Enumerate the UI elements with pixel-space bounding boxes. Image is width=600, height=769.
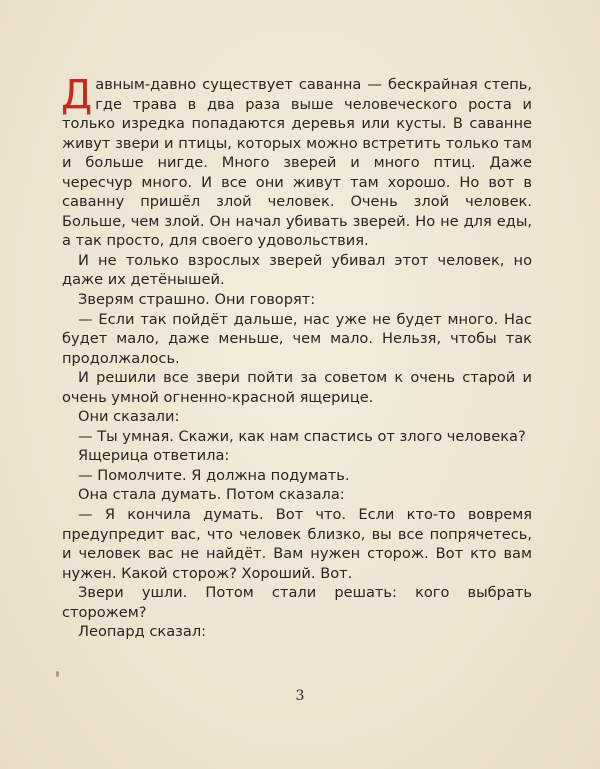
paragraph-6: Они сказали: bbox=[78, 408, 180, 426]
paragraph-11: — Я кончила думать. Вот что. Если кто-то вовремя предупредит вас, что человек близко, вы все попрячетесь, и человек вас не найдёт. Вам нужен сторож. Вот кто вам нужен. Какой сторож? Хороший. Вот. bbox=[62, 506, 532, 582]
paragraph-7: — Ты умная. Скажи, как нам спастись от злого человека? bbox=[78, 427, 526, 445]
paragraph-9: — Помолчите. Я должна подумать. bbox=[78, 466, 350, 484]
paragraph-13: Леопард сказал: bbox=[78, 623, 207, 641]
page-number: 3 bbox=[295, 688, 305, 704]
paragraph-8: Ящерица ответила: bbox=[78, 447, 230, 465]
paragraph-12: Звери ушли. Потом стали решать: кого выбрать сторожем? bbox=[62, 584, 532, 621]
paragraph-1 bbox=[61, 72, 532, 251]
paragraph-2: И не только взрослых зверей убивал этот человек, но даже их детёнышей. bbox=[62, 251, 532, 289]
paragraph-3: Зверям страшно. Они говорят: bbox=[78, 291, 316, 309]
paragraph-4: — Если так пойдёт дальше, нас уже не будет много. Нас будет мало, даже меньше, чем мало. Нельзя, чтобы так продолжалось. bbox=[62, 310, 532, 367]
story-text bbox=[61, 72, 532, 642]
paragraph-10: Она стала думать. Потом сказала: bbox=[78, 486, 345, 504]
drop-cap: Д bbox=[61, 72, 93, 118]
ink-smudge bbox=[56, 671, 59, 677]
paragraph-5: И решили все звери пойти за советом к очень старой и очень умной огненно-красной ящерице. bbox=[62, 369, 532, 406]
paragraph-1-text: авным-давно существует саванна — бескрайная степь, где трава в два раза выше человеческого роста и только изредка попадаются деревья или кусты. В саванне живут звери и птицы, которых можно встретить только там и больше нигде. Много зверей и много птиц. Даже чересчур много. И все они живут там хорошо. Но вот в саванну пришёл злой человек. Очень злой человек. Больше, чем злой. Он начал убивать зверей. Но не для еды, а так просто, для своего удовольствия. bbox=[62, 76, 532, 250]
